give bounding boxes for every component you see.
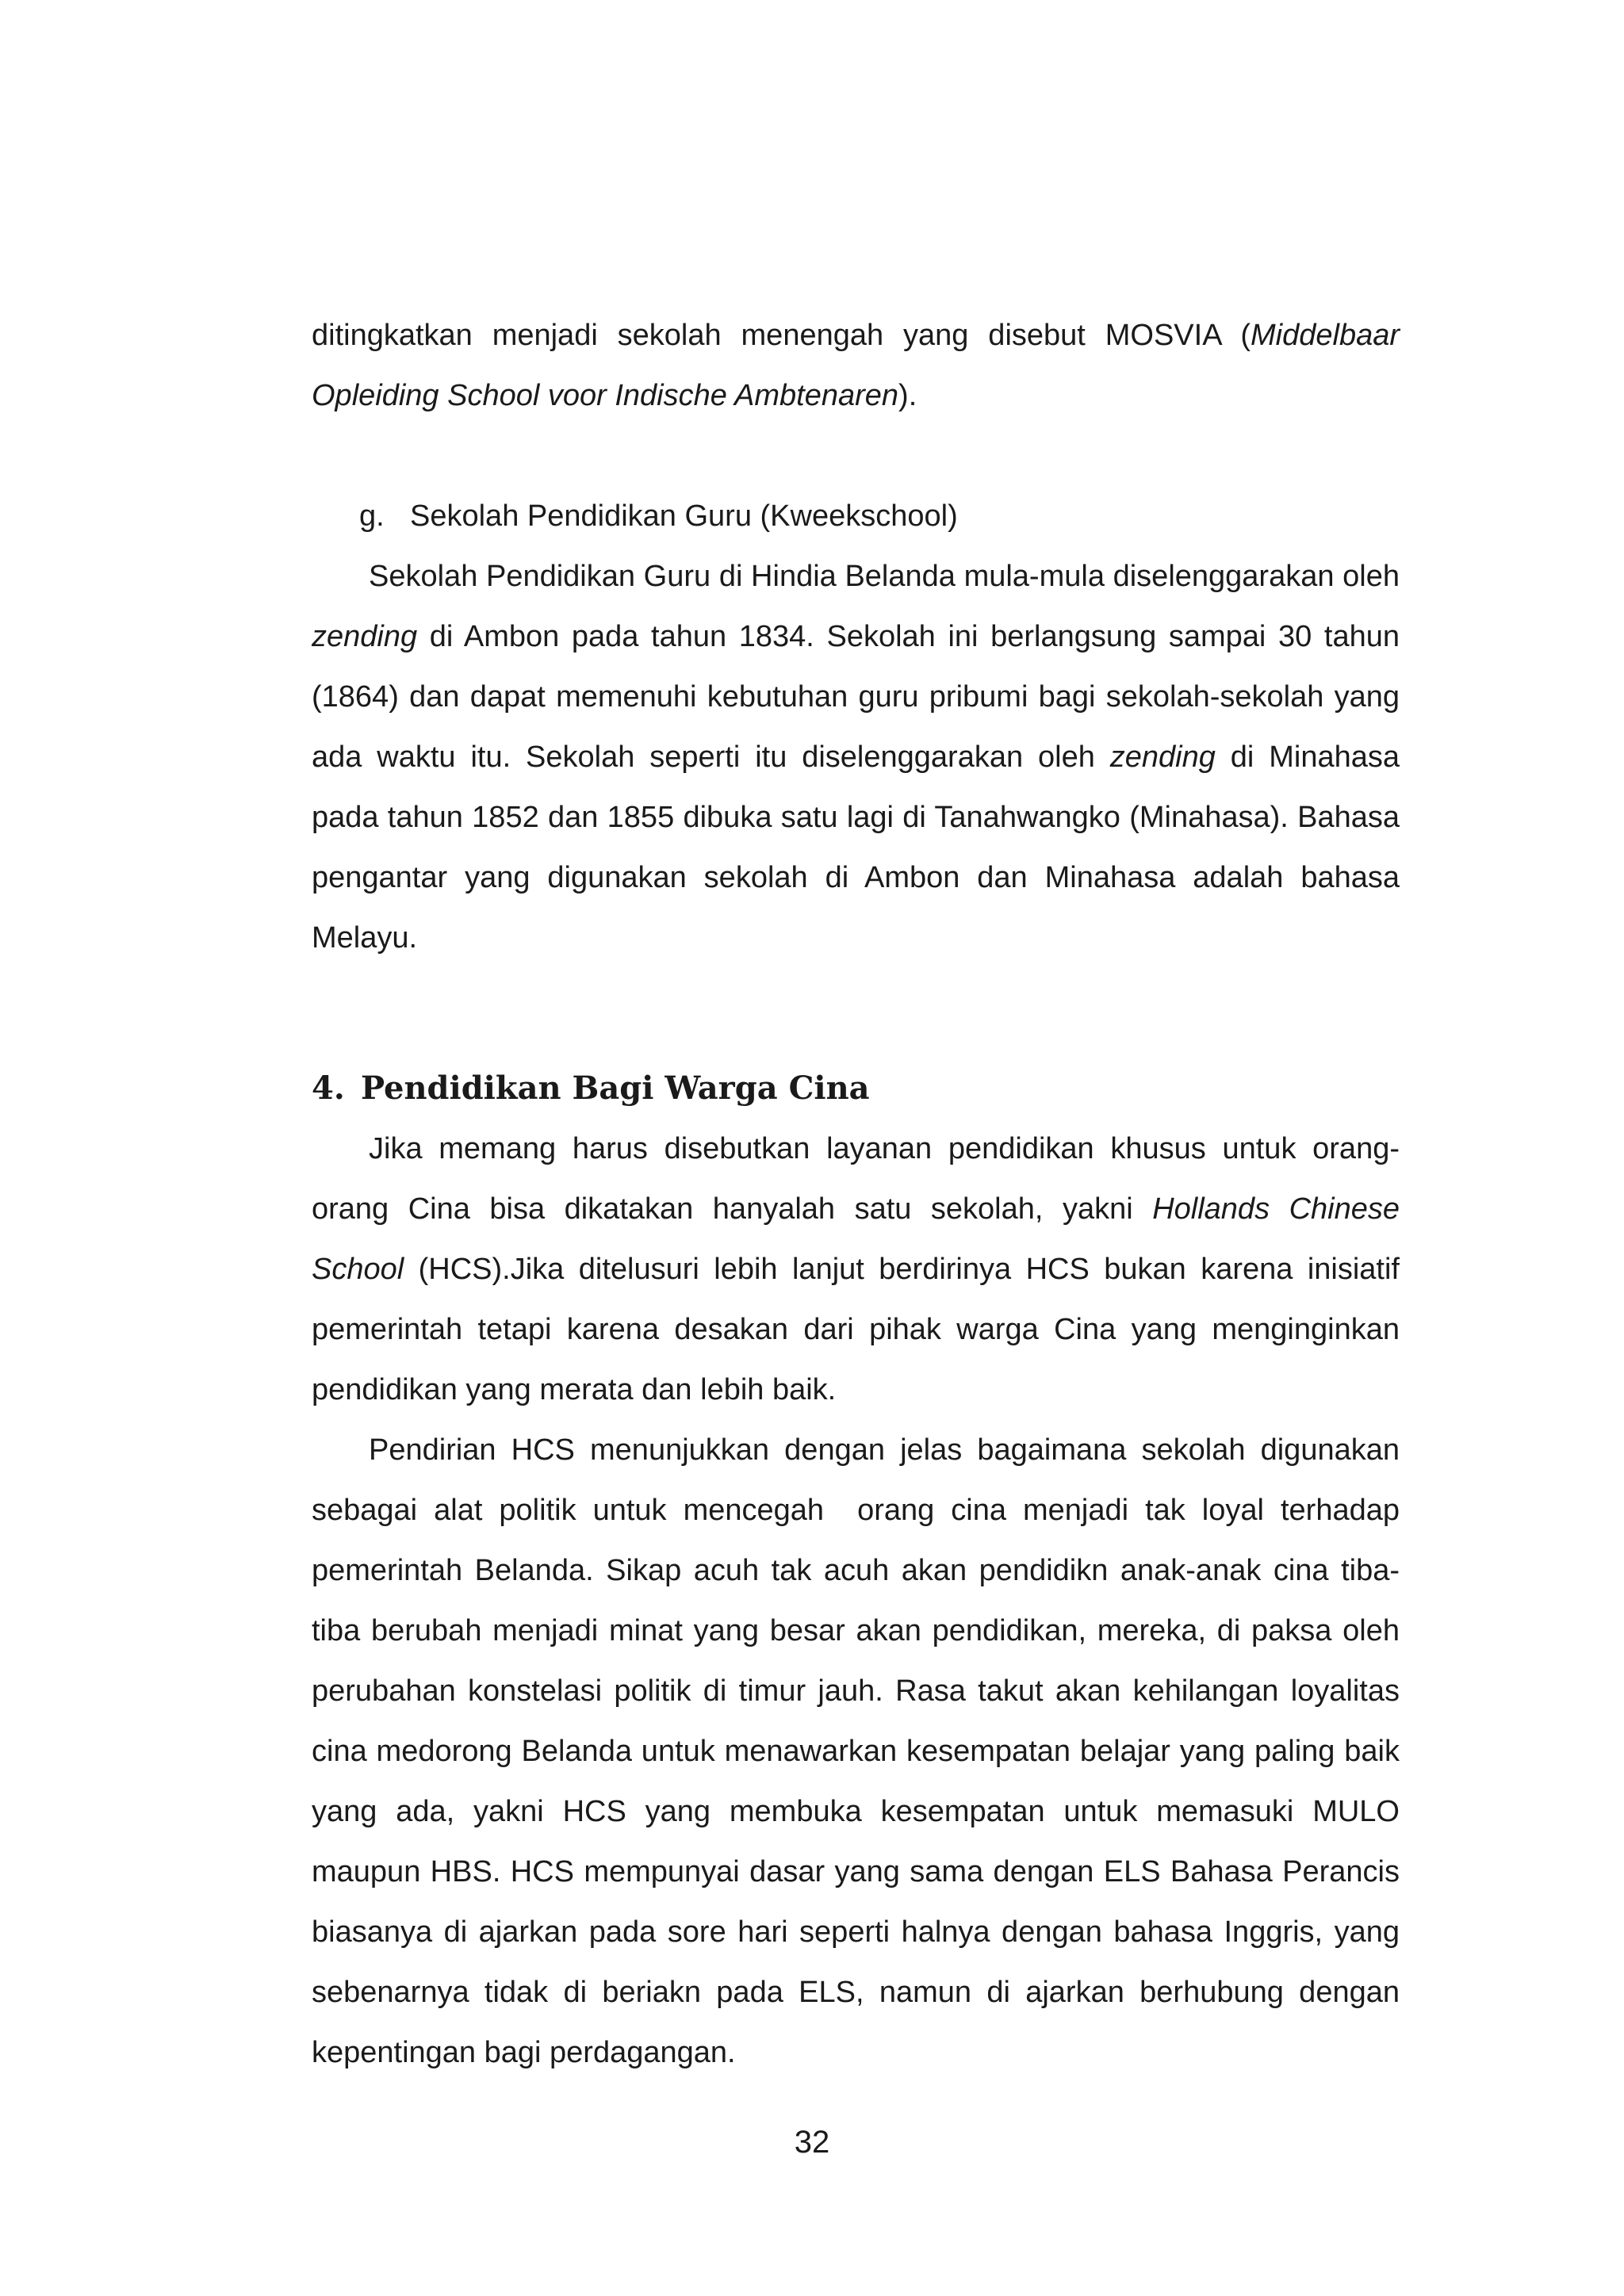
continuation-text-before: ditingkatkan menjadi sekolah menengah yang disebut MOSVIA ( xyxy=(312,319,1251,352)
section-4-title: Pendidikan Bagi Warga Cina xyxy=(361,1070,870,1107)
section-4-number: 4. xyxy=(312,1070,345,1107)
spacer xyxy=(312,968,1400,1058)
spacer xyxy=(312,426,1400,486)
subsection-g-text-1: Sekolah Pendidikan Guru di Hindia Belanda mula-mula diselenggarakan oleh xyxy=(369,560,1400,593)
continuation-text-after: ). xyxy=(898,379,917,412)
section-4-p1-text-1: Jika memang harus disebutkan layanan pendidikan khusus untuk orang-orang Cina bisa dikatakan hanyalah satu sekolah, yakni xyxy=(312,1132,1400,1226)
continuation-italic-text: Middelbaar Opleiding School voor Indische Ambtenaren xyxy=(312,319,1400,412)
section-4-heading xyxy=(312,1058,1400,1119)
page-number: 32 xyxy=(794,2125,830,2160)
subsection-g-text-2: di Ambon pada tahun 1834. Sekolah ini berlangsung sampai 30 tahun (1864) dan dapat memenuhi kebutuhan guru pribumi bagi sekolah-sekolah yang ada waktu itu. Sekolah seperti itu diselenggarakan oleh xyxy=(312,620,1400,774)
subsection-g-text-3: di Minahasa pada tahun 1852 dan 1855 dibuka satu lagi di Tanahwangko (Minahasa). Bahasa pengantar yang digunakan sekolah di Ambon dan Minahasa adalah bahasa Melayu. xyxy=(312,740,1400,955)
subsection-g-heading xyxy=(312,486,1400,546)
section-4-paragraph-2: Pendirian HCS menunjukkan dengan jelas bagaimana sekolah digunakan sebagai alat politik untuk mencegah orang cina menjadi tak loyal terhadap pemerintah Belanda. Sikap acuh tak acuh akan pendidikn anak-anak cina tiba-tiba berubah menjadi minat yang besar akan pendidikan, mereka, di paksa oleh perubahan konstelasi politik di timur jauh. Rasa takut akan kehilangan loyalitas cina medorong Belanda untuk menawarkan kesempatan belajar yang paling baik yang ada, yakni HCS yang membuka kesempatan untuk memasuki MULO maupun HBS. HCS mempunyai dasar yang sama dengan ELS Bahasa Perancis biasanya di ajarkan pada sore hari seperti halnya dengan bahasa Inggris, yang sebenarnya tidak di beriakn pada ELS, namun di ajarkan berhubung dengan kepentingan bagi perdagangan. xyxy=(312,1433,1408,2069)
section-4-p1-italic: Hollands Chinese School xyxy=(312,1192,1400,1286)
subsection-g-italic-2: zending xyxy=(1109,740,1216,774)
subsection-g-italic-1: zending xyxy=(312,620,418,653)
section-4-paragraph-1 xyxy=(312,1119,1400,1420)
subsection-g-title: Sekolah Pendidikan Guru (Kweekschool) xyxy=(410,499,958,533)
subsection-g-paragraph xyxy=(312,546,1400,968)
section-4-p1-text-2: (HCS).Jika ditelusuri lebih lanjut berdirinya HCS bukan karena inisiatif pemerintah tetapi karena desakan dari pihak warga Cina yang menginginkan pendidikan yang merata dan lebih baik. xyxy=(312,1253,1400,1406)
page-content xyxy=(312,305,1408,2083)
subsection-g-marker: g. xyxy=(359,499,385,533)
continuation-paragraph xyxy=(312,305,1400,426)
